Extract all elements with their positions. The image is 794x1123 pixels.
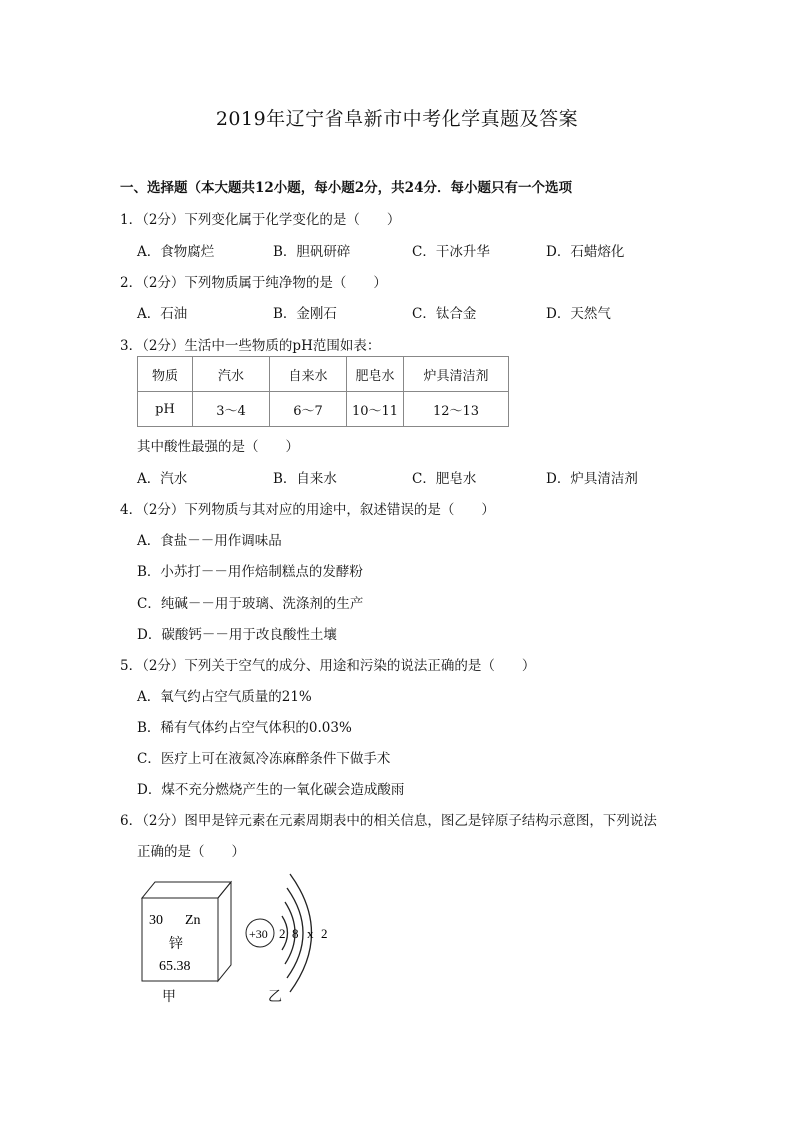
ph-table bbox=[137, 356, 509, 427]
question-1-option-b: B．胆矾研碎 bbox=[273, 244, 351, 260]
table-cell: 10～11 bbox=[347, 392, 404, 427]
nucleus-charge: +30 bbox=[249, 927, 268, 941]
question-2-option-b: B．金刚石 bbox=[273, 306, 337, 322]
question-1-option-a: A．食物腐烂 bbox=[137, 244, 215, 260]
question-5-stem: 5．（2分）下列关于空气的成分、用途和污染的说法正确的是（ ） bbox=[120, 658, 536, 674]
atom-structure-diagram bbox=[246, 874, 328, 992]
question-5-option-c: C．医疗上可在液氮冷冻麻醉条件下做手术 bbox=[137, 751, 391, 767]
question-1-stem: 1．（2分）下列变化属于化学变化的是（ ） bbox=[120, 212, 401, 228]
question-2-stem: 2．（2分）下列物质属于纯净物的是（ ） bbox=[120, 275, 387, 291]
question-3-option-d: D．炉具清洁剂 bbox=[546, 471, 638, 487]
atomic-mass: 65.38 bbox=[159, 959, 191, 974]
table-header-cell: 炉具清洁剂 bbox=[404, 357, 509, 392]
shell-electron-count: x bbox=[307, 926, 314, 941]
question-1-option-c: C．干冰升华 bbox=[412, 244, 490, 260]
table-cell: pH bbox=[138, 392, 193, 427]
table-cell: 6～7 bbox=[270, 392, 347, 427]
question-6-stem-cont: 正确的是（ ） bbox=[137, 844, 245, 860]
question-2-option-a: A．石油 bbox=[137, 306, 188, 322]
question-6-stem: 6．（2分）图甲是锌元素在元素周期表中的相关信息，图乙是锌原子结构示意图，下列说法 bbox=[120, 813, 657, 829]
ph-table-header-row bbox=[138, 357, 509, 392]
section-heading: 一、选择题（本大题共12小题，每小题2分，共24分．每小题只有一个选项 bbox=[120, 180, 572, 196]
shell-electron-count: 8 bbox=[292, 926, 299, 941]
question-5-option-d: D．煤不充分燃烧产生的一氧化碳会造成酸雨 bbox=[137, 782, 405, 798]
page-title: 2019年辽宁省阜新市中考化学真题及答案 bbox=[215, 108, 579, 130]
question-3-option-a: A．汽水 bbox=[137, 471, 188, 487]
question-2-option-d: D．天然气 bbox=[546, 306, 611, 322]
question-4-stem: 4．（2分）下列物质与其对应的用途中，叙述错误的是（ ） bbox=[120, 502, 495, 518]
shell-electron-count: 2 bbox=[321, 926, 328, 941]
question-3-stem: 3．（2分）生活中一些物质的pH范围如表： bbox=[120, 338, 381, 354]
question-4-option-a: A．食盐－－用作调味品 bbox=[137, 533, 282, 549]
figure-label-a: 甲 bbox=[162, 989, 176, 1005]
question-3-sub-stem: 其中酸性最强的是（ ） bbox=[137, 439, 299, 455]
question-5-option-a: A．氧气约占空气质量的21% bbox=[137, 689, 312, 705]
question-5-option-b: B．稀有气体约占空气体积的0.03% bbox=[137, 720, 352, 736]
table-header-cell: 自来水 bbox=[270, 357, 347, 392]
table-header-cell: 汽水 bbox=[193, 357, 270, 392]
element-cell bbox=[142, 882, 231, 981]
question-3-option-c: C．肥皂水 bbox=[412, 471, 477, 487]
table-header-cell: 肥皂水 bbox=[347, 357, 404, 392]
element-symbol: Zn bbox=[185, 913, 201, 928]
question-4-option-c: C．纯碱－－用于玻璃、洗涤剂的生产 bbox=[137, 596, 364, 612]
table-cell: 3～4 bbox=[193, 392, 270, 427]
question-2-option-c: C．钛合金 bbox=[412, 306, 477, 322]
element-name: 锌 bbox=[169, 936, 183, 952]
question-4-option-d: D．碳酸钙－－用于改良酸性土壤 bbox=[137, 627, 337, 643]
question-4-option-b: B．小苏打－－用作焙制糕点的发酵粉 bbox=[137, 564, 363, 580]
ph-table-value-row bbox=[138, 392, 509, 427]
figure-label-b: 乙 bbox=[268, 989, 282, 1005]
table-header-cell: 物质 bbox=[138, 357, 193, 392]
question-3-option-b: B．自来水 bbox=[273, 471, 337, 487]
question-1-option-d: D．石蜡熔化 bbox=[546, 244, 625, 260]
shell-electron-count: 2 bbox=[279, 926, 286, 941]
table-cell: 12～13 bbox=[404, 392, 509, 427]
atomic-number: 30 bbox=[149, 913, 163, 928]
